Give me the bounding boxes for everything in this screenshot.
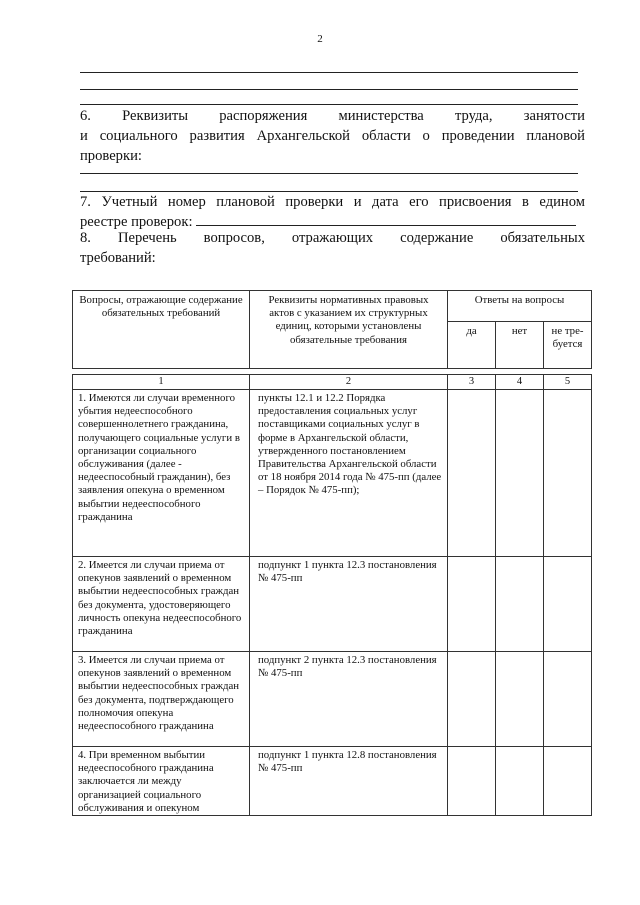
row-2-answer-not-required[interactable] (544, 557, 592, 652)
item-8-line-1: 8. Перечень вопросов, отражающих содержание обязательных (80, 230, 585, 246)
col-number-2: 2 (250, 375, 448, 390)
blank-line-3 (80, 104, 578, 105)
row-3-answer-yes[interactable] (448, 652, 496, 747)
row-4-question: 4. При временном выбытии недееспособного гражданина заключается ли между организацией социального обслуживания и опекуном (73, 747, 250, 816)
header-no: нет (496, 322, 544, 369)
blank-line-2 (80, 89, 578, 90)
row-4-requisites: подпункт 1 пункта 12.8 постановления № 475-пп (250, 747, 448, 816)
row-2-answer-yes[interactable] (448, 557, 496, 652)
registry-number-blank (196, 213, 576, 226)
row-1-requisites: пункты 12.1 и 12.2 Порядка предоставления социальных услуг поставщиками социальных услуг в форме в Архангельской области, утвержденного постановлением Правительства Архангельской области от 18 ноября 2014 года № 475-пп (далее – Порядок № 475-пп); (250, 390, 448, 557)
col-number-1: 1 (73, 375, 250, 390)
row-2-requisites: подпункт 1 пункта 12.3 постановления № 475-пп (250, 557, 448, 652)
table-row (73, 747, 592, 816)
checklist-table (72, 290, 592, 816)
row-3-answer-no[interactable] (496, 652, 544, 747)
row-1-answer-no[interactable] (496, 390, 544, 557)
blank-line-1 (80, 72, 578, 73)
item-6-line-3: проверки: (80, 148, 142, 164)
column-number-row (73, 375, 592, 390)
row-1-question: 1. Имеются ли случаи временного убытия недееспособного совершеннолетнего гражданина, получающего социальные услуги в организации социального обслуживания (далее - недееспособный гражданин), без заявления опекуна о временном выбытии недееспособного гражданина (73, 390, 250, 557)
item-8-line-2: требований: (80, 250, 156, 266)
item-7-line-2: реестре проверок: (80, 214, 193, 230)
item-6-line-2: и социального развития Архангельской области о проведении плановой (80, 128, 585, 144)
row-2-question: 2. Имеется ли случаи приема от опекунов заявлений о временном выбытии недееспособных граждан без документа, удостоверяющего личность опекуна недееспособного гражданина (73, 557, 250, 652)
table-header-row (73, 291, 592, 322)
row-3-requisites: подпункт 2 пункта 12.3 постановления № 475-пп (250, 652, 448, 747)
row-3-answer-not-required[interactable] (544, 652, 592, 747)
item-6-line-1: 6. Реквизиты распоряжения министерства труда, занятости (80, 108, 585, 124)
row-1-answer-not-required[interactable] (544, 390, 592, 557)
row-4-answer-not-required[interactable] (544, 747, 592, 816)
header-yes: да (448, 322, 496, 369)
item-8-paragraph (80, 228, 585, 268)
page-number: 2 (317, 33, 323, 45)
header-requisites: Реквизиты нормативных правовых актов с указанием их структурных единиц, которыми установлены обязательные требования (250, 291, 448, 369)
row-4-answer-yes[interactable] (448, 747, 496, 816)
col-number-4: 4 (496, 375, 544, 390)
col-number-3: 3 (448, 375, 496, 390)
item-6-paragraph (80, 106, 585, 166)
col-number-5: 5 (544, 375, 592, 390)
item-7-line-1: 7. Учетный номер плановой проверки и дата его присвоения в едином (80, 194, 585, 210)
row-3-question: 3. Имеется ли случаи приема от опекунов заявлений о временном выбытии недееспособных граждан без документа, подтверждающего полномочия опекуна недееспособного гражданина (73, 652, 250, 747)
header-not-required: не тре-буется (544, 322, 592, 369)
table-row (73, 652, 592, 747)
row-4-answer-no[interactable] (496, 747, 544, 816)
blank-line-4 (80, 173, 578, 174)
row-1-answer-yes[interactable] (448, 390, 496, 557)
row-2-answer-no[interactable] (496, 557, 544, 652)
table-row (73, 557, 592, 652)
item-7-paragraph (80, 192, 585, 232)
header-answers: Ответы на вопросы (448, 291, 592, 322)
header-questions: Вопросы, отражающие содержание обязательных требований (73, 291, 250, 369)
table-row (73, 390, 592, 557)
